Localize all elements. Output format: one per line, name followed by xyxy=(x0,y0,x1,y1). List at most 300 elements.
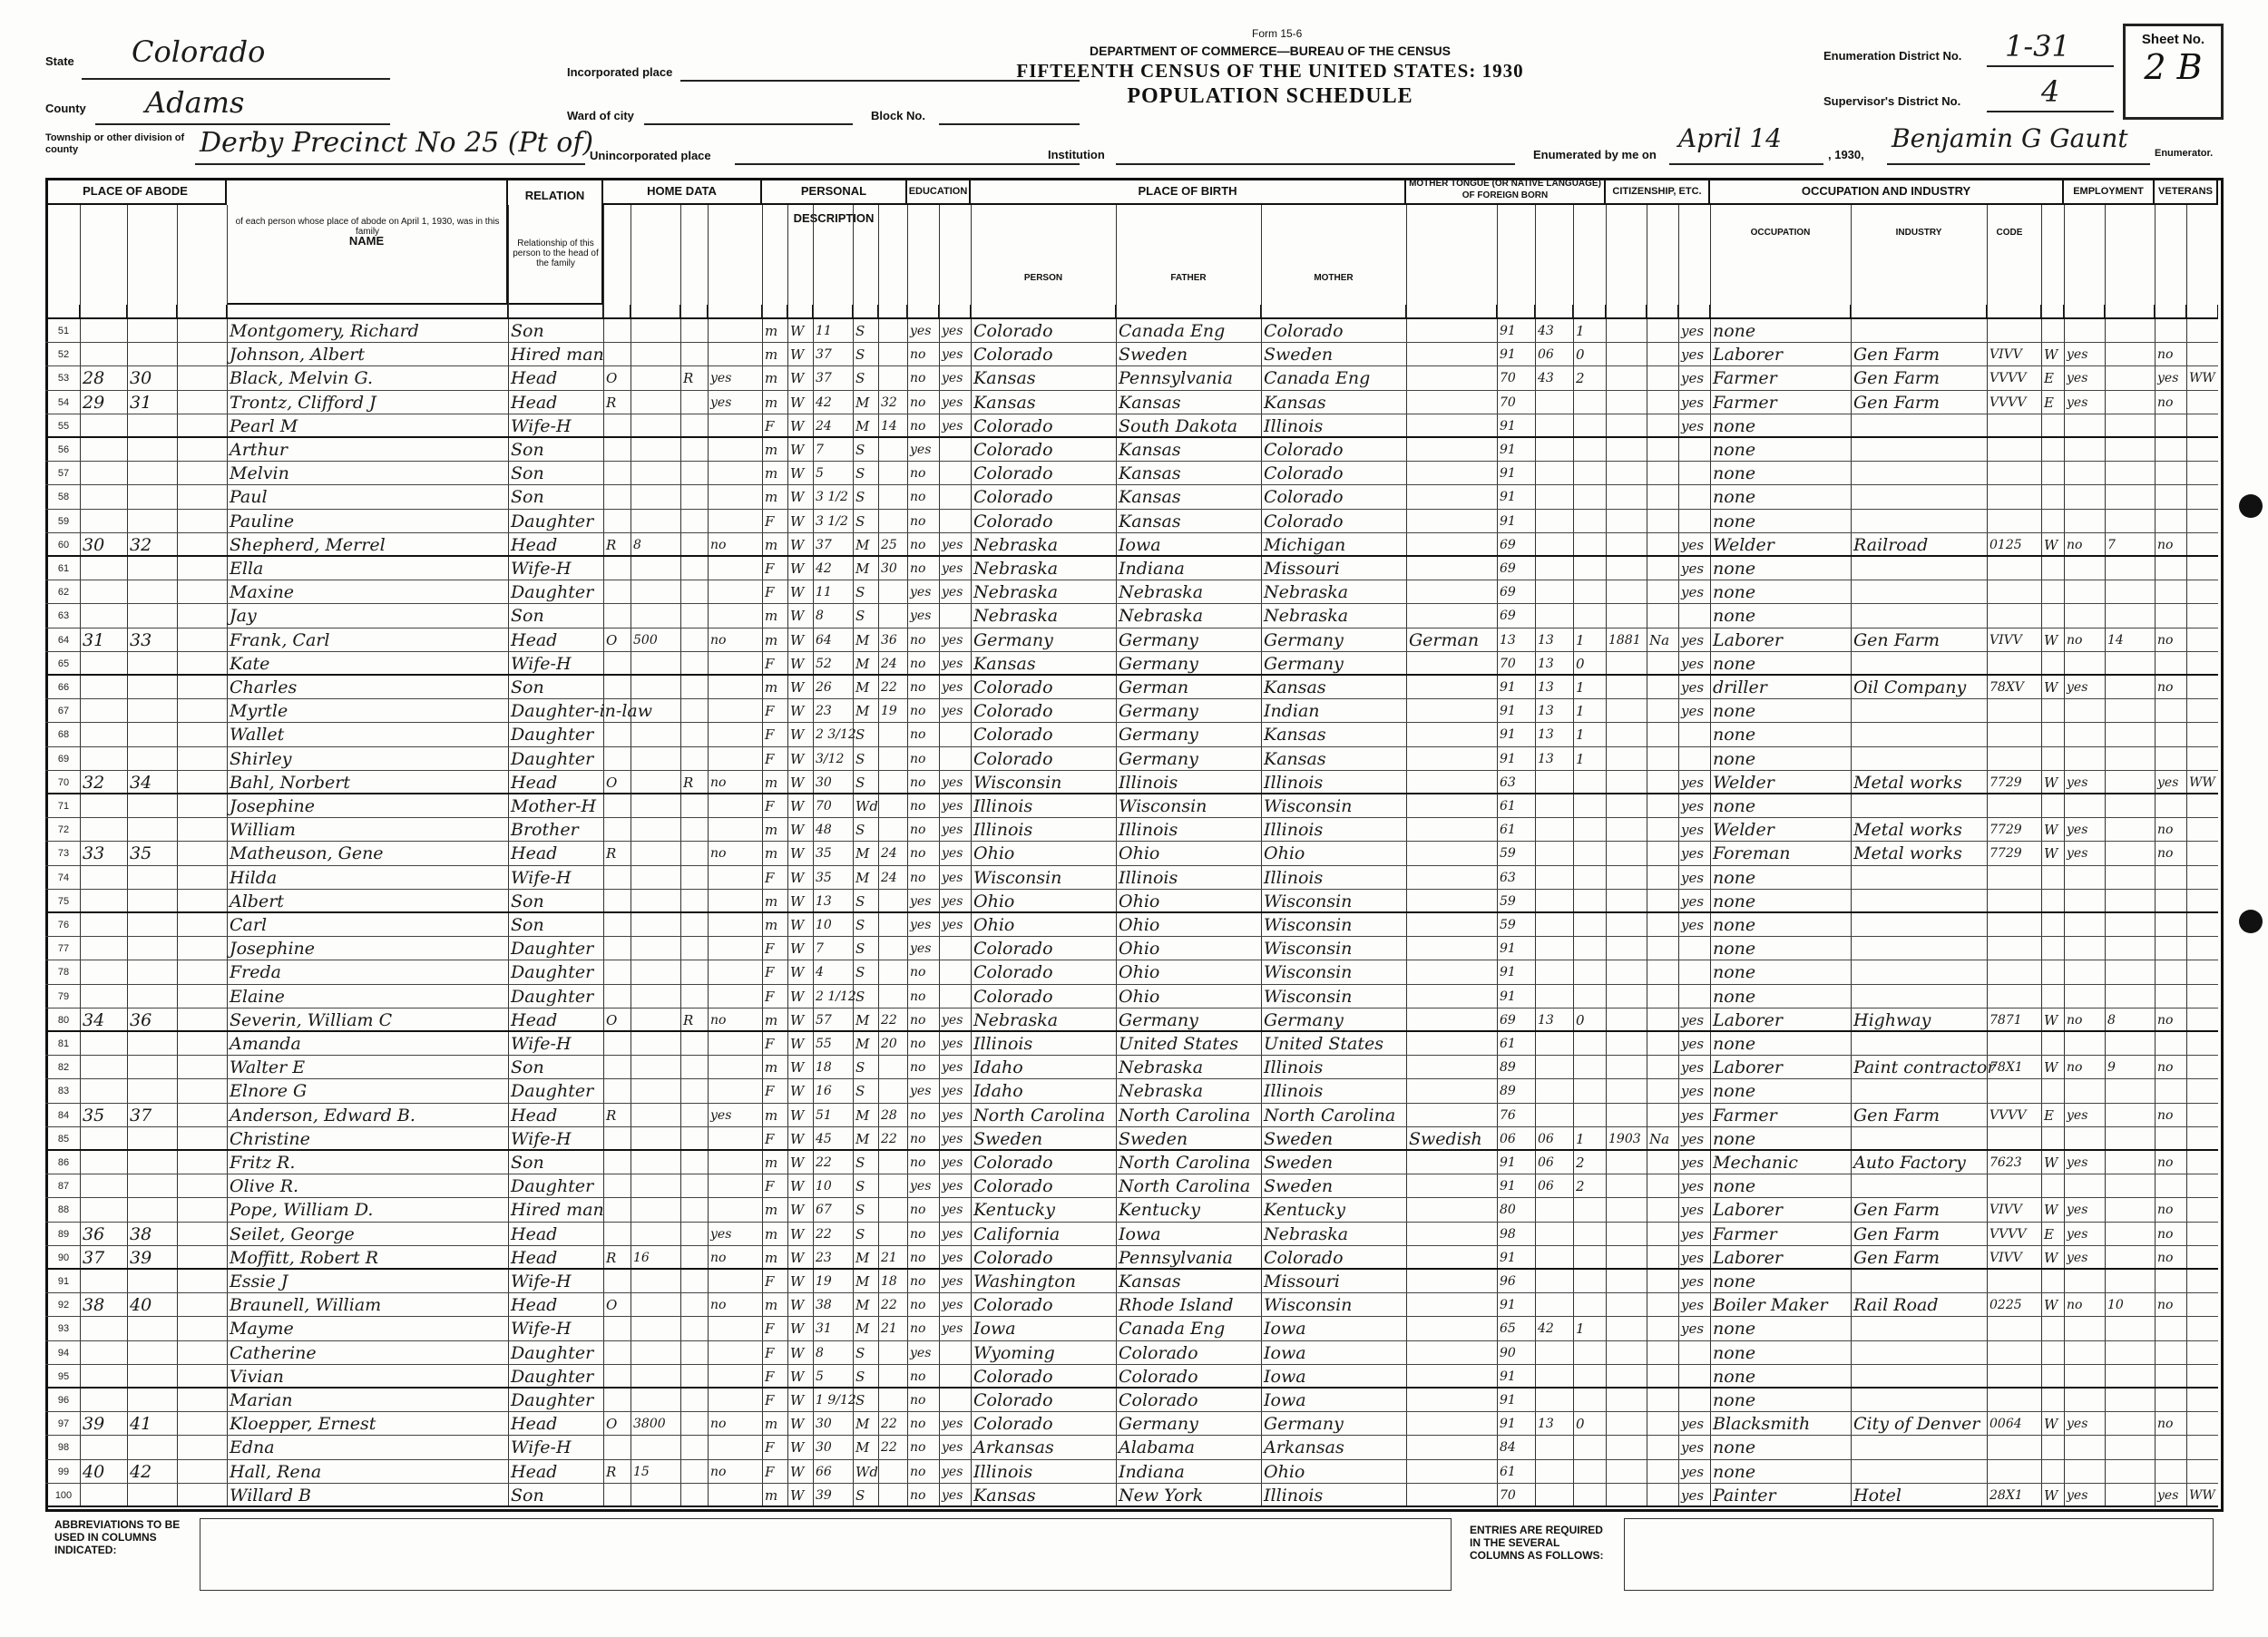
entries-title: ENTRIES ARE REQUIRED IN THE SEVERAL COLUMNS AS FOLLOWS: xyxy=(1470,1524,1604,1562)
cell-school: no xyxy=(910,751,926,766)
cell-fpob: German xyxy=(1119,677,1189,697)
cell-farm: no xyxy=(710,775,727,790)
cell-relation: Son xyxy=(511,891,544,911)
schedule-title: POPULATION SCHEDULE xyxy=(1127,84,1413,108)
cell-eng: yes xyxy=(1681,1202,1705,1219)
cell-name: Ella xyxy=(230,559,264,579)
table-row xyxy=(45,1032,2218,1056)
cell-mpob: Iowa xyxy=(1264,1390,1306,1410)
cell-read: yes xyxy=(942,561,963,576)
cell-age: 64 xyxy=(816,632,832,648)
cell-age: 22 xyxy=(816,1155,832,1170)
column-number xyxy=(2064,305,2105,319)
cell-codeA: 91 xyxy=(1500,1369,1516,1384)
column-number xyxy=(878,305,907,319)
cell-school: no xyxy=(910,1321,926,1337)
cell-vet: no xyxy=(2157,1012,2174,1028)
cell-age: 23 xyxy=(816,704,832,719)
cell-age: 5 xyxy=(816,466,824,482)
cell-pob: Colorado xyxy=(973,1176,1053,1197)
cell-cls: W xyxy=(2044,346,2058,364)
cell-pob: Arkansas xyxy=(973,1437,1054,1458)
cell-dwelling: 34 xyxy=(83,1009,105,1030)
cell-read: yes xyxy=(942,395,963,410)
cell-vet: no xyxy=(2157,1155,2174,1170)
cell-sex: F xyxy=(765,1439,775,1457)
group-mother-tongue: MOTHER TONGUE (OR NATIVE LANGUAGE) OF FOREIGN BORN xyxy=(1406,178,1606,205)
cell-occ: Farmer xyxy=(1713,1105,1777,1125)
cell-sex: m xyxy=(765,394,778,411)
cell-age: 31 xyxy=(816,1321,832,1337)
cell-pob: Nebraska xyxy=(973,534,1059,555)
cell-marital: M xyxy=(855,536,870,553)
cell-line: 90 xyxy=(57,1252,70,1263)
cell-fpob: North Carolina xyxy=(1119,1153,1251,1173)
cell-codeA: 96 xyxy=(1500,1274,1516,1289)
cell-line: 58 xyxy=(57,492,70,503)
cell-codeC: 0 xyxy=(1576,655,1585,672)
cell-mpob: Sweden xyxy=(1264,1176,1334,1197)
cell-mpob: Nebraska xyxy=(1264,1223,1349,1244)
cell-relation: Son xyxy=(511,440,544,460)
group-place-of-birth: PLACE OF BIRTH xyxy=(971,178,1406,205)
cell-fpob: North Carolina xyxy=(1119,1176,1251,1197)
cell-name: Braunell, William xyxy=(230,1295,382,1316)
cell-pob: Ohio xyxy=(973,891,1015,911)
cell-read: yes xyxy=(942,1440,963,1456)
cell-age: 7 xyxy=(816,941,824,957)
cell-icode: 0125 xyxy=(1989,537,2022,552)
cell-codeA: 63 xyxy=(1500,775,1516,790)
cell-read: yes xyxy=(942,1417,963,1432)
cell-pob: Ohio xyxy=(973,915,1015,935)
supervisor-district-value: 4 xyxy=(2041,74,2060,109)
cell-codeB: 06 xyxy=(1538,1179,1554,1194)
cell-codeA: 61 xyxy=(1500,1037,1516,1051)
cell-read: yes xyxy=(942,1250,963,1265)
cell-read: yes xyxy=(942,680,963,695)
cell-line: 82 xyxy=(57,1062,70,1074)
cell-vet: yes xyxy=(2157,371,2179,386)
cell-mpob: Iowa xyxy=(1264,1319,1306,1340)
cell-radio: R xyxy=(683,774,694,791)
sheet-number-box xyxy=(2123,24,2224,120)
cell-occ: none xyxy=(1713,487,1756,508)
cell-cls: W xyxy=(2044,845,2058,862)
cell-pob: Nebraska xyxy=(973,582,1059,603)
cell-family: 31 xyxy=(130,392,152,413)
group-employment: EMPLOYMENT xyxy=(2064,178,2155,205)
column-number xyxy=(1406,305,1497,319)
cell-occ: none xyxy=(1713,653,1756,674)
cell-relation: Hired man xyxy=(511,1200,604,1221)
table-row xyxy=(45,723,2218,746)
cell-codeA: 91 xyxy=(1500,513,1516,529)
cell-occ: none xyxy=(1713,511,1756,531)
cell-read: yes xyxy=(942,1037,963,1051)
cell-line: 51 xyxy=(57,326,70,336)
cell-pob: Colorado xyxy=(973,415,1053,436)
cell-name: Johnson, Albert xyxy=(230,345,365,365)
cell-pob: Wyoming xyxy=(973,1342,1055,1363)
census-title: FIFTEENTH CENSUS OF THE UNITED STATES: 1930 xyxy=(1016,60,1524,82)
punch-hole-icon xyxy=(2239,494,2263,518)
enumerator-label: Enumerator. xyxy=(2155,148,2214,159)
cell-read: yes xyxy=(942,1179,963,1194)
cell-pob: California xyxy=(973,1223,1061,1244)
cell-codeA: 91 xyxy=(1500,680,1516,695)
cell-read: yes xyxy=(942,537,963,552)
cell-line: 76 xyxy=(57,920,70,931)
cell-radio: R xyxy=(683,370,694,387)
column-number xyxy=(1710,305,1851,319)
table-row xyxy=(45,1365,2218,1389)
cell-race: W xyxy=(790,1344,805,1361)
cell-line: 83 xyxy=(57,1086,70,1097)
cell-marital: M xyxy=(855,1416,870,1433)
cell-eng: yes xyxy=(1681,845,1705,862)
cell-occ: Laborer xyxy=(1713,345,1783,365)
cell-family: 30 xyxy=(130,368,152,389)
supervisor-district-label: Supervisor's District No. xyxy=(1823,94,1961,108)
cell-family: 39 xyxy=(130,1247,152,1268)
cell-name: Pearl M xyxy=(230,415,298,436)
column-number xyxy=(45,305,80,319)
cell-read: yes xyxy=(942,1012,963,1028)
cell-pob: Sweden xyxy=(973,1128,1043,1149)
institution-label: Institution xyxy=(1048,148,1105,161)
cell-cls: E xyxy=(2044,1106,2054,1124)
cell-relation: Daughter xyxy=(511,939,594,960)
cell-pob: Colorado xyxy=(973,321,1053,341)
cell-sex: m xyxy=(765,1059,778,1077)
cell-pob: Colorado xyxy=(973,440,1053,460)
cell-codeA: 70 xyxy=(1500,395,1516,410)
cell-fpob: Nebraska xyxy=(1119,1057,1204,1078)
column-number xyxy=(2186,305,2218,319)
cell-race: W xyxy=(790,988,805,1005)
cell-codeA: 69 xyxy=(1500,537,1516,552)
cell-codeA: 91 xyxy=(1500,965,1516,980)
cell-vet: no xyxy=(2157,632,2174,648)
cell-read: yes xyxy=(942,1084,963,1099)
cell-school: no xyxy=(910,1155,926,1170)
cell-race: W xyxy=(790,750,805,767)
cell-war: WW xyxy=(2189,371,2215,386)
cell-vet: yes xyxy=(2157,775,2179,790)
cell-vet: no xyxy=(2157,537,2174,552)
cell-eng: yes xyxy=(1681,394,1705,411)
cell-vet: no xyxy=(2157,823,2174,838)
cell-occ: none xyxy=(1713,1390,1756,1410)
cell-race: W xyxy=(790,655,805,672)
column-number xyxy=(939,305,971,319)
cell-codeB: 13 xyxy=(1538,656,1554,671)
cell-name: Walter E xyxy=(230,1057,306,1078)
pob-father-head: FATHER xyxy=(1170,273,1207,283)
cell-occ: none xyxy=(1713,1034,1756,1054)
cell-line: 92 xyxy=(57,1300,70,1311)
cell-ind: Paint contractor xyxy=(1853,1057,1996,1078)
cell-family: 34 xyxy=(130,772,152,793)
cell-eng: yes xyxy=(1681,822,1705,839)
table-row xyxy=(45,604,2218,628)
cell-nat: Na xyxy=(1649,1130,1670,1147)
cell-occ: Laborer xyxy=(1713,1057,1783,1078)
cell-vet: yes xyxy=(2157,1487,2179,1503)
column-number xyxy=(1116,305,1261,319)
table-row xyxy=(45,366,2218,390)
cell-occ: none xyxy=(1713,1128,1756,1149)
cell-race: W xyxy=(790,679,805,696)
cell-mpob: Kentucky xyxy=(1264,1200,1345,1221)
cell-line: 85 xyxy=(57,1133,70,1145)
cell-farm: no xyxy=(710,537,727,552)
cell-marital: S xyxy=(855,1392,865,1408)
cell-school: no xyxy=(910,727,926,743)
cell-mpob: Colorado xyxy=(1264,511,1344,531)
cell-codeA: 69 xyxy=(1500,609,1516,624)
cell-school: no xyxy=(910,1131,926,1146)
cell-sex: F xyxy=(765,1178,775,1195)
cell-fpob: Illinois xyxy=(1119,772,1178,793)
cell-fpob: Colorado xyxy=(1119,1366,1198,1387)
cell-fpob: Iowa xyxy=(1119,1223,1161,1244)
cell-eng: yes xyxy=(1681,1106,1705,1124)
cell-marital: S xyxy=(855,1486,865,1504)
cell-pob: North Carolina xyxy=(973,1105,1106,1125)
cell-mpob: Illinois xyxy=(1264,1485,1324,1505)
township-value: Derby Precinct No 25 (Pt of) xyxy=(200,127,594,159)
cell-mpob: Iowa xyxy=(1264,1366,1306,1387)
column-number xyxy=(2041,305,2064,319)
cell-sex: m xyxy=(765,1486,778,1504)
cell-line: 98 xyxy=(57,1442,70,1454)
cell-marital: S xyxy=(855,346,865,364)
cell-codeB: 43 xyxy=(1538,324,1554,338)
cell-race: W xyxy=(790,631,805,648)
cell-mpob: Germany xyxy=(1264,629,1344,650)
table-row xyxy=(45,937,2218,960)
cell-agemar: 28 xyxy=(881,1107,897,1123)
cell-name: Shepherd, Merrel xyxy=(230,534,386,555)
cell-farm: no xyxy=(710,1298,727,1313)
cell-family: 42 xyxy=(130,1461,152,1482)
cell-occ: none xyxy=(1713,796,1756,816)
cell-name: Moffitt, Robert R xyxy=(230,1247,378,1268)
pob-person-head: PERSON xyxy=(1023,273,1063,283)
cell-relation: Son xyxy=(511,915,544,935)
table-row xyxy=(45,1436,2218,1459)
cell-yimm: 1881 xyxy=(1608,632,1641,648)
cell-line: 87 xyxy=(57,1181,70,1193)
cell-pob: Kansas xyxy=(973,392,1036,413)
cell-line: 84 xyxy=(57,1109,70,1121)
cell-occ: none xyxy=(1713,559,1756,579)
cell-read: yes xyxy=(942,799,963,814)
cell-line: 95 xyxy=(57,1370,70,1382)
cell-ind: Gen Farm xyxy=(1853,345,1941,365)
cell-relation: Daughter xyxy=(511,962,594,983)
cell-age: 57 xyxy=(816,1012,832,1028)
cell-occ: none xyxy=(1713,582,1756,603)
cell-sex: F xyxy=(765,655,775,672)
cell-eng: yes xyxy=(1681,1059,1705,1077)
cell-tenure: R xyxy=(606,394,617,411)
cell-school: no xyxy=(910,1417,926,1432)
cell-occ: none xyxy=(1713,891,1756,911)
cell-cls: E xyxy=(2044,394,2054,411)
cell-cls: W xyxy=(2044,1155,2058,1171)
cell-line: 57 xyxy=(57,468,70,480)
cell-sex: m xyxy=(765,1416,778,1433)
cell-codeA: 91 xyxy=(1500,443,1516,457)
cell-race: W xyxy=(790,465,805,482)
cell-pob: Colorado xyxy=(973,511,1053,531)
cell-codeC: 2 xyxy=(1576,370,1585,387)
column-number xyxy=(813,305,853,319)
column-number xyxy=(1606,305,1647,319)
cell-marital: S xyxy=(855,584,865,601)
cell-race: W xyxy=(790,892,805,910)
cell-agemar: 22 xyxy=(881,1417,897,1432)
cell-line: 64 xyxy=(57,634,70,646)
cell-farm: yes xyxy=(710,1226,732,1242)
cell-icode: VIVV xyxy=(1989,632,2022,648)
cell-occ: none xyxy=(1713,1319,1756,1340)
cell-relation: Daughter xyxy=(511,1342,594,1363)
form-number: Form 15-6 xyxy=(1252,27,1303,40)
cell-farm: yes xyxy=(710,1107,732,1123)
table-row xyxy=(45,794,2218,818)
cell-family: 35 xyxy=(130,843,152,864)
cell-occ: Boiler Maker xyxy=(1713,1295,1828,1316)
cell-name: Hilda xyxy=(230,867,278,888)
cell-fpob: Sweden xyxy=(1119,1128,1188,1149)
cell-codeC: 1 xyxy=(1576,703,1585,720)
cell-read: yes xyxy=(942,846,963,862)
cell-codeA: 91 xyxy=(1500,347,1516,363)
cell-marital: S xyxy=(855,822,865,839)
cell-name: Freda xyxy=(230,962,281,983)
cell-agemar: 21 xyxy=(881,1250,897,1265)
cell-occ: Foreman xyxy=(1713,843,1791,864)
occupation-head: OCCUPATION xyxy=(1750,228,1811,238)
cell-relation: Brother xyxy=(511,820,579,841)
cell-farm: no xyxy=(710,1012,727,1028)
cell-race: W xyxy=(790,1083,805,1100)
column-number xyxy=(2105,305,2155,319)
cell-nowork: 7 xyxy=(2107,537,2116,552)
table-row xyxy=(45,676,2218,699)
cell-fpob: Germany xyxy=(1119,748,1198,769)
cell-agemar: 32 xyxy=(881,395,897,410)
cell-fpob: Kansas xyxy=(1119,392,1181,413)
cell-name: Black, Melvin G. xyxy=(230,368,374,389)
cell-codeC: 1 xyxy=(1576,679,1585,696)
cell-relation: Wife-H xyxy=(511,867,572,888)
table-row xyxy=(45,771,2218,794)
cell-occ: Farmer xyxy=(1713,368,1777,389)
cell-codeC: 1 xyxy=(1576,1320,1585,1338)
cell-school: no xyxy=(910,1464,926,1479)
cell-name: Matheuson, Gene xyxy=(230,843,384,864)
cell-fpob: Alabama xyxy=(1119,1437,1195,1458)
cell-work: yes xyxy=(2067,1250,2088,1265)
cell-occ: Laborer xyxy=(1713,1009,1783,1030)
cell-codeB: 13 xyxy=(1538,727,1554,743)
cell-codeA: 91 xyxy=(1500,490,1516,505)
cell-occ: Blacksmith xyxy=(1713,1414,1811,1435)
cell-marital: S xyxy=(855,512,865,530)
cell-mpob: Germany xyxy=(1264,1414,1344,1435)
cell-ind: Rail Road xyxy=(1853,1295,1939,1316)
cell-fpob: Germany xyxy=(1119,653,1198,674)
cell-relation: Daughter xyxy=(511,1176,594,1197)
cell-marital: S xyxy=(855,726,865,744)
cell-school: yes xyxy=(910,1084,932,1099)
cell-occ: none xyxy=(1713,939,1756,960)
cell-pob: Colorado xyxy=(973,725,1053,745)
cell-fpob: Nebraska xyxy=(1119,582,1204,603)
cell-name: Carl xyxy=(230,915,268,935)
cell-relation: Daughter xyxy=(511,748,594,769)
township-label: Township or other division of county xyxy=(45,132,185,155)
cell-fpob: Indiana xyxy=(1119,1461,1185,1482)
cell-mpob: Colorado xyxy=(1264,1247,1344,1268)
cell-relation: Wife-H xyxy=(511,1034,572,1054)
cell-name: Elnore G xyxy=(230,1081,308,1102)
cell-fpob: Pennsylvania xyxy=(1119,368,1233,389)
cell-sex: F xyxy=(765,940,775,958)
cell-farm: no xyxy=(710,846,727,862)
cell-school: no xyxy=(910,680,926,695)
cell-mpob: Illinois xyxy=(1264,867,1324,888)
cell-name: Montgomery, Richard xyxy=(230,321,419,341)
cell-age: 23 xyxy=(816,1250,832,1265)
cell-eng: yes xyxy=(1681,869,1705,886)
cell-icode: VVVV xyxy=(1989,1226,2027,1242)
cell-ind: Gen Farm xyxy=(1853,1105,1941,1125)
cell-family: 40 xyxy=(130,1295,152,1316)
cell-codeC: 1 xyxy=(1576,323,1585,339)
cell-school: no xyxy=(910,870,926,885)
column-number xyxy=(907,305,939,319)
cell-marital: S xyxy=(855,1059,865,1077)
table-row xyxy=(45,652,2218,676)
cell-work: yes xyxy=(2067,775,2088,790)
cell-sex: F xyxy=(765,1344,775,1361)
cell-tenure: O xyxy=(606,1297,618,1314)
cell-icode: 7729 xyxy=(1989,775,2022,790)
cell-codeC: 1 xyxy=(1576,631,1585,648)
cell-vet: no xyxy=(2157,846,2174,862)
cell-relation: Wife-H xyxy=(511,653,572,674)
cell-race: W xyxy=(790,370,805,387)
column-number xyxy=(1535,305,1573,319)
cell-relation: Son xyxy=(511,1485,544,1505)
cell-mpob: Nebraska xyxy=(1264,582,1349,603)
cell-vet: no xyxy=(2157,1226,2174,1242)
cell-agemar: 22 xyxy=(881,1012,897,1028)
cell-nowork: 10 xyxy=(2107,1298,2124,1313)
cell-relation: Son xyxy=(511,487,544,508)
table-row xyxy=(45,1104,2218,1127)
cell-relation: Daughter xyxy=(511,1081,594,1102)
cell-agemar: 24 xyxy=(881,870,897,885)
cell-codeA: 91 xyxy=(1500,1298,1516,1313)
cell-agemar: 22 xyxy=(881,1298,897,1313)
